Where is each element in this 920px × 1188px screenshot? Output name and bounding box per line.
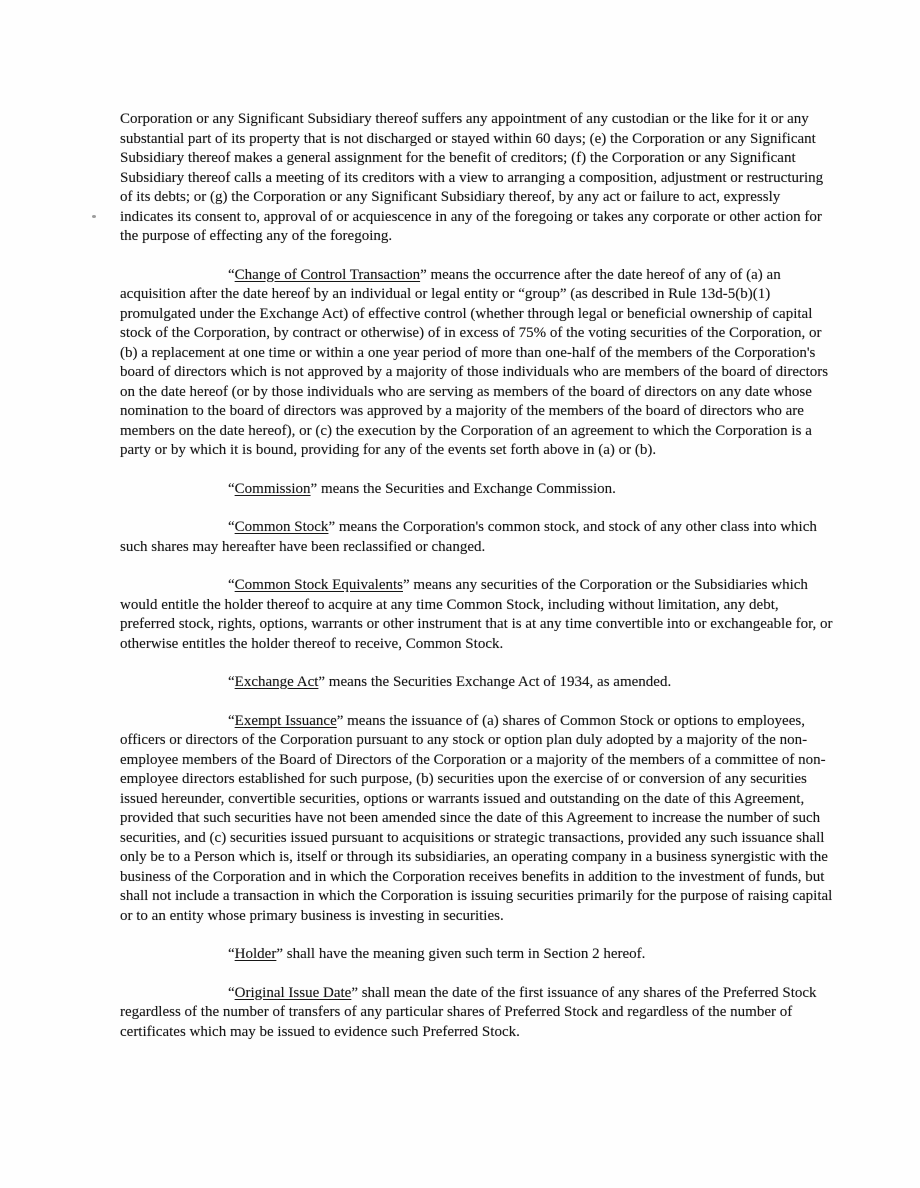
definition-text: ” shall have the meaning given such term in Section 2 hereof. xyxy=(276,946,646,962)
definition-text: ” means the Corporation's common stock, and stock of any other class into which such shares may hereafter have been reclassified or changed. xyxy=(120,519,817,555)
defined-term: Common Stock xyxy=(234,519,329,535)
definition-paragraph xyxy=(120,266,836,461)
definition-paragraph xyxy=(120,712,836,927)
definition-text: ” means the Securities Exchange Act of 1934, as amended. xyxy=(318,674,672,690)
definition-text: ” means the Securities and Exchange Commission. xyxy=(310,480,616,497)
definition-paragraph xyxy=(120,984,836,1043)
open-quote: “ xyxy=(228,519,235,535)
definition-text: ” shall mean the date of the first issuance of any shares of the Preferred Stock regardless of the number of transfers of any particular shares of Preferred Stock and regardless of the number of certificates which may be issued to evidence such Preferred Stock. xyxy=(120,984,817,1040)
body-paragraph: Corporation or any Significant Subsidiary thereof suffers any appointment of any custodian or the like for it or any substantial part of its property that is not discharged or stayed within 60 days; (e) the Corporation or any Significant Subsidiary thereof makes a general assignment for the benefit of creditors; (f) the Corporation or any Significant Subsidiary thereof calls a meeting of its creditors with a view to arranging a composition, adjustment or restructuring of its debts; or (g) the Corporation or any Significant Subsidiary thereof, by any act or failure to act, expressly indicates its consent to, approval of or acquiescence in any of the foregoing or takes any corporate or other action for the purpose of effecting any of the foregoing. xyxy=(120,111,824,244)
definition-paragraph xyxy=(120,480,836,500)
defined-term: Exempt Issuance xyxy=(234,712,337,729)
defined-term: Commission xyxy=(234,480,311,497)
scan-speck xyxy=(92,215,96,218)
definition-text: ” means any securities of the Corporation or the Subsidiaries which would entitle the holder thereof to acquire at any time Common Stock, including without limitation, any debt, preferred stock, rights, options, warrants or other instrument that is at any time convertible into or exchangeable for, or otherwise entitles the holder thereof to receive, Common Stock. xyxy=(120,577,833,652)
definition-text: ” means the issuance of (a) shares of Common Stock or options to employees, officers or directors of the Corporation pursuant to any stock or option plan duly adopted by a majority of the non-employee members of the Board of Directors of the Corporation or a majority of the members of a committee of non-employee directors established for such purpose, (b) securities upon the exercise of or conversion of any securities issued hereunder, convertible securities, options or warrants issued and outstanding on the date of this Agreement, provided that such securities have not been amended since the date of this Agreement to increase the number of such securities, and (c) securities issued pursuant to acquisitions or strategic transactions, provided any such issuance shall only be to a Person which is, itself or through its subsidiaries, an operating company in a business synergistic with the business of the Corporation and in which the Corporation receives benefits in addition to the investment of funds, but shall not include a transaction in which the Corporation is issuing securities primarily for the purpose of raising capital or to an entity whose primary business is investing in securities. xyxy=(120,712,833,924)
defined-term: Change of Control Transaction xyxy=(234,266,421,283)
definition-paragraph xyxy=(120,673,836,693)
open-quote: “ xyxy=(228,984,235,1001)
definition-text: ” means the occurrence after the date hereof of any of (a) an acquisition after the date hereof by an individual or legal entity or “group” (as described in Rule 13d-5(b)(1) promulgated under the Exchange Act) of effective control (whether through legal or beneficial ownership of capital stock of the Corporation, by contract or otherwise) of in excess of 75% of the voting securities of the Corporation, or (b) a replacement at one time or within a one year period of more than one-half of the members of the Corporation's board of directors which is not approved by a majority of those individuals who are members of the board of directors on the date hereof (or by those individuals who are serving as members of the board of directors on any date whose nomination to the board of directors was approved by a majority of the members of the board of directors who are members on the date hereof), or (c) the execution by the Corporation of an agreement to which the Corporation is a party or by which it is bound, providing for any of the events set forth above in (a) or (b). xyxy=(120,266,829,458)
defined-term: Holder xyxy=(234,946,277,962)
document-body xyxy=(120,110,836,1061)
defined-term: Exchange Act xyxy=(234,674,319,690)
open-quote: “ xyxy=(228,480,235,497)
open-quote: “ xyxy=(228,712,235,729)
defined-term: Original Issue Date xyxy=(234,984,352,1001)
defined-term: Common Stock Equivalents xyxy=(234,577,403,593)
open-quote: “ xyxy=(228,946,235,962)
open-quote: “ xyxy=(228,577,235,593)
definition-paragraph xyxy=(120,945,836,965)
definition-paragraph xyxy=(120,576,836,654)
open-quote: “ xyxy=(228,266,235,283)
definition-paragraph xyxy=(120,518,836,557)
open-quote: “ xyxy=(228,674,235,690)
